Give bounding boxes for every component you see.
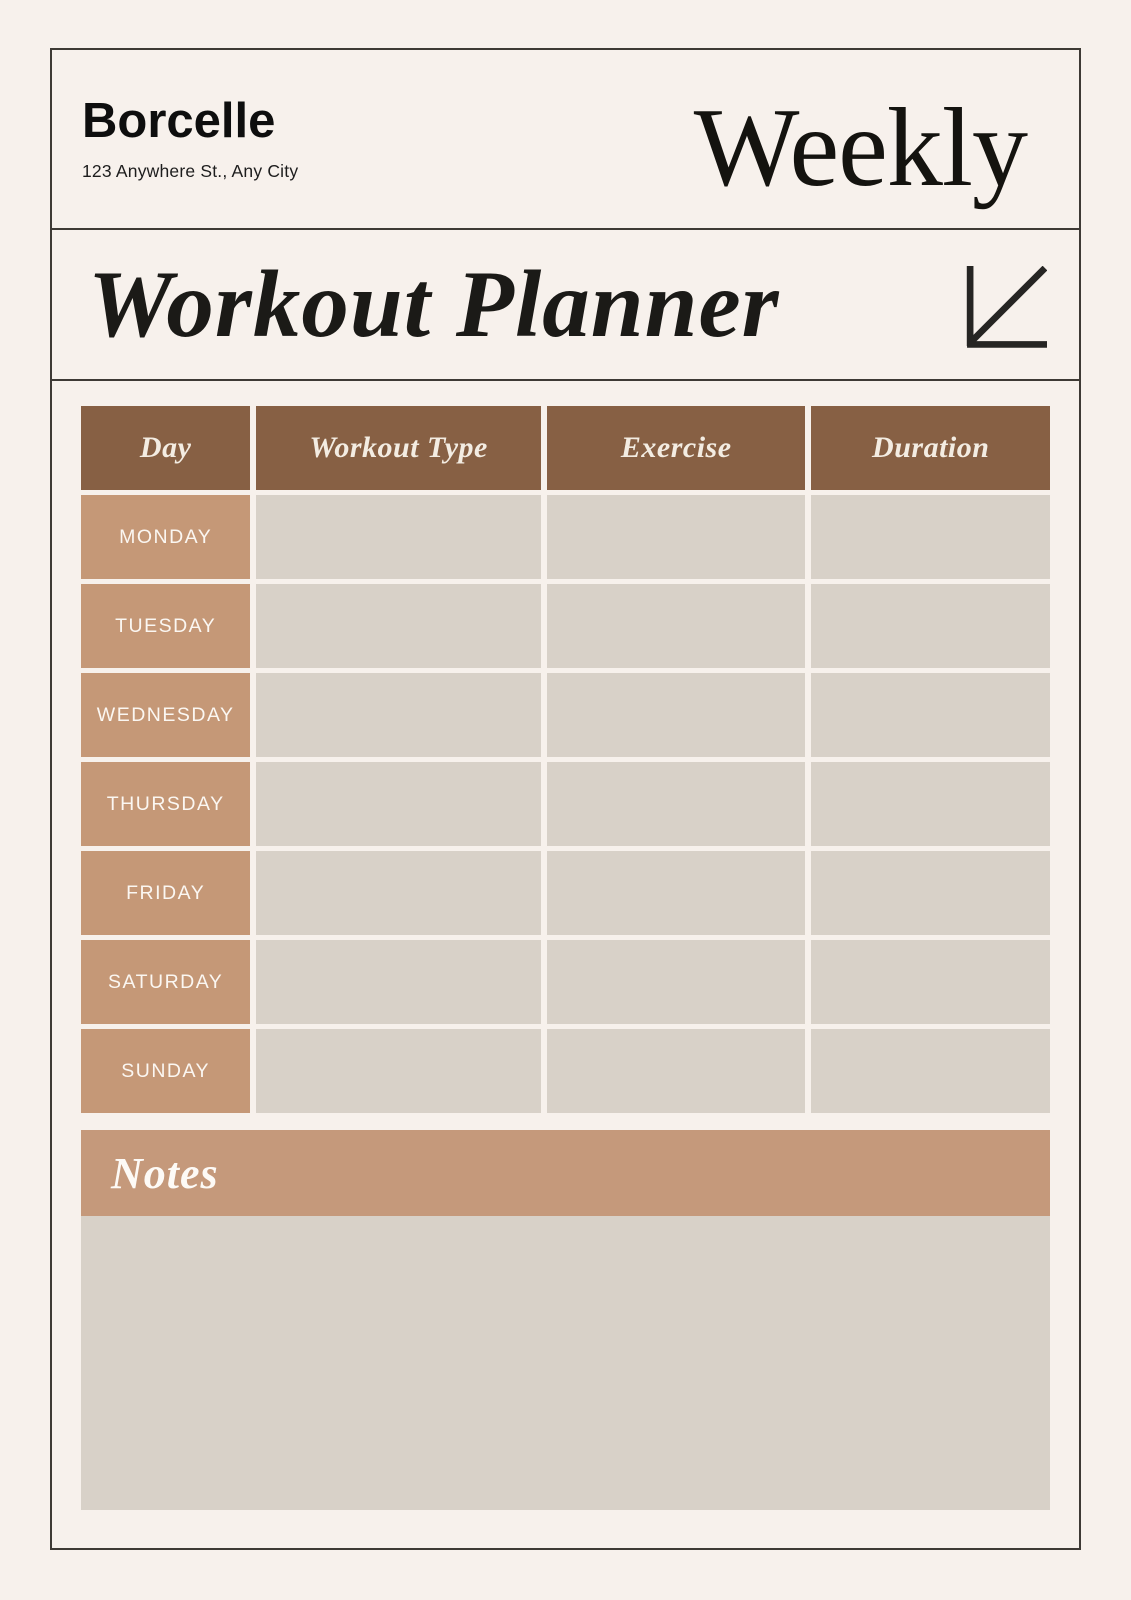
- cell-sunday-workout-type[interactable]: [256, 1029, 541, 1113]
- cell-saturday-duration[interactable]: [811, 940, 1050, 1024]
- brand-name: Borcelle: [82, 93, 276, 148]
- cell-monday-workout-type[interactable]: [256, 495, 541, 579]
- notes-section: [81, 1130, 1050, 1510]
- cell-friday-exercise[interactable]: [547, 851, 806, 935]
- day-label-friday: FRIDAY: [81, 851, 250, 935]
- day-label-saturday: SATURDAY: [81, 940, 250, 1024]
- cell-thursday-workout-type[interactable]: [256, 762, 541, 846]
- column-header-workout-type: Workout Type: [256, 406, 541, 490]
- column-header-exercise: Exercise: [547, 406, 806, 490]
- cell-monday-exercise[interactable]: [547, 495, 806, 579]
- cell-thursday-duration[interactable]: [811, 762, 1050, 846]
- cell-tuesday-workout-type[interactable]: [256, 584, 541, 668]
- notes-header-bar: [81, 1130, 1050, 1216]
- cell-friday-duration[interactable]: [811, 851, 1050, 935]
- day-label-sunday: SUNDAY: [81, 1029, 250, 1113]
- cell-wednesday-duration[interactable]: [811, 673, 1050, 757]
- column-header-day: Day: [81, 406, 250, 490]
- cell-thursday-exercise[interactable]: [547, 762, 806, 846]
- cell-friday-workout-type[interactable]: [256, 851, 541, 935]
- notes-body[interactable]: [81, 1216, 1050, 1510]
- arrow-down-left-icon: [965, 266, 1047, 348]
- brand-address: 123 Anywhere St., Any City: [82, 160, 299, 181]
- planner-frame: [50, 48, 1081, 1550]
- cell-sunday-duration[interactable]: [811, 1029, 1050, 1113]
- brand-block: [82, 93, 299, 182]
- header-section: [52, 50, 1079, 230]
- cell-wednesday-workout-type[interactable]: [256, 673, 541, 757]
- cell-saturday-workout-type[interactable]: [256, 940, 541, 1024]
- cell-sunday-exercise[interactable]: [547, 1029, 806, 1113]
- workout-table: [81, 406, 1050, 1113]
- day-label-thursday: THURSDAY: [81, 762, 250, 846]
- cell-monday-duration[interactable]: [811, 495, 1050, 579]
- content-section: [52, 381, 1079, 1548]
- notes-label: Notes: [111, 1148, 219, 1198]
- page-title: Workout Planner: [88, 251, 780, 357]
- cell-wednesday-exercise[interactable]: [547, 673, 806, 757]
- day-label-tuesday: TUESDAY: [81, 584, 250, 668]
- column-header-duration: Duration: [811, 406, 1050, 490]
- day-label-monday: MONDAY: [81, 495, 250, 579]
- title-section: [52, 230, 1079, 381]
- cell-tuesday-duration[interactable]: [811, 584, 1050, 668]
- weekly-title: Weekly: [693, 85, 1027, 210]
- cell-tuesday-exercise[interactable]: [547, 584, 806, 668]
- cell-saturday-exercise[interactable]: [547, 940, 806, 1024]
- day-label-wednesday: WEDNESDAY: [81, 673, 250, 757]
